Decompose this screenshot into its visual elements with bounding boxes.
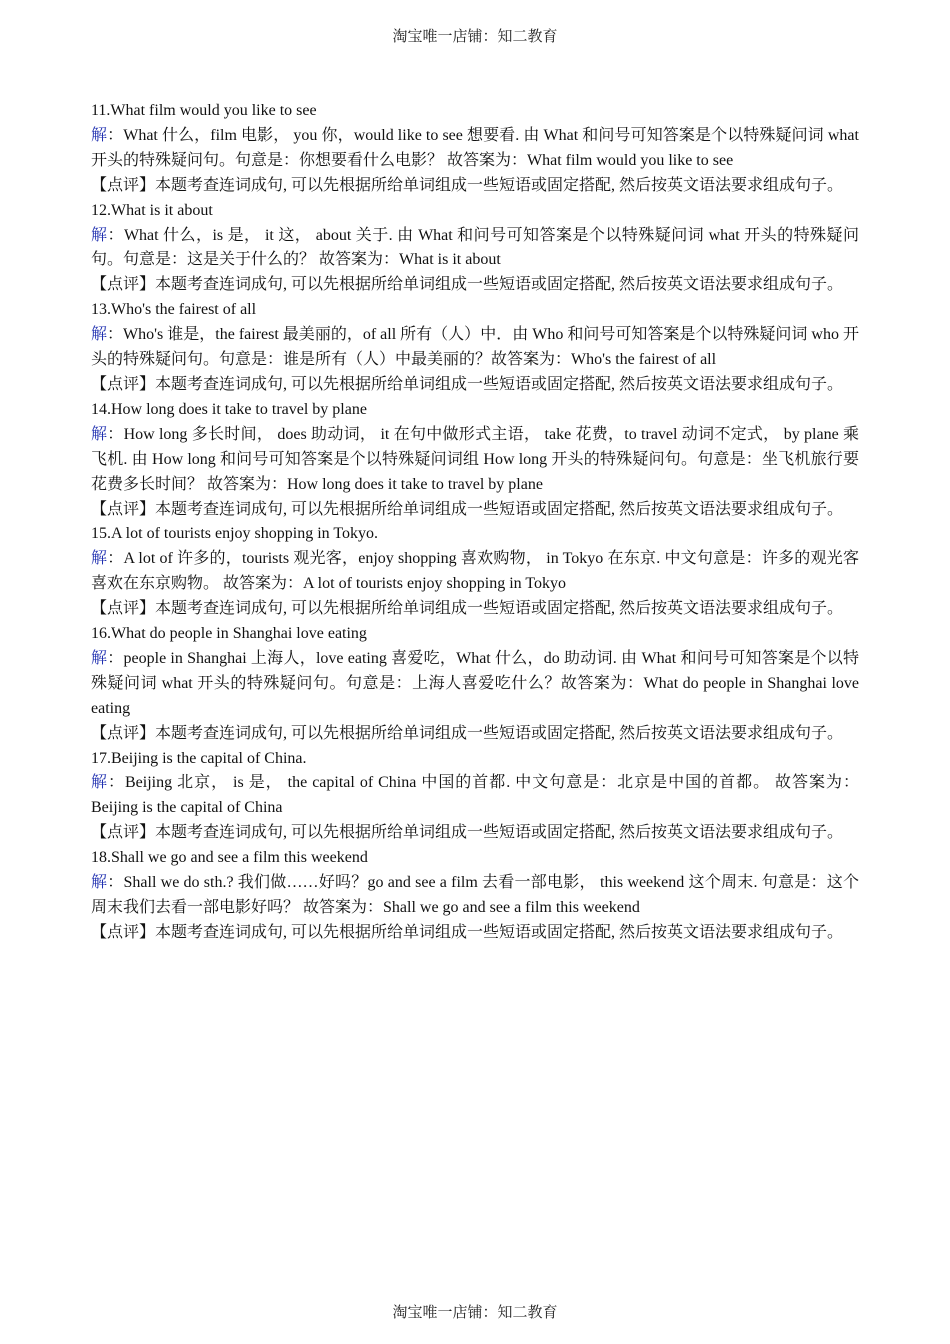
- comment-text: 【点评】本题考查连词成句, 可以先根据所给单词组成一些短语或固定搭配, 然后按英文语法要求组成句子。: [91, 923, 844, 941]
- question-block: [91, 199, 859, 299]
- comment-text: 【点评】本题考查连词成句, 可以先根据所给单词组成一些短语或固定搭配, 然后按英文语法要求组成句子。: [91, 375, 844, 393]
- question-block: [91, 522, 859, 622]
- comment-text: 【点评】本题考查连词成句, 可以先根据所给单词组成一些短语或固定搭配, 然后按英文语法要求组成句子。: [91, 600, 844, 618]
- question-text: 17.Beijing is the capital of China.: [91, 749, 307, 767]
- question-block: [91, 298, 859, 398]
- question-text: 11.What film would you like to see: [91, 102, 317, 119]
- solution-text: 解：A lot of 许多的，tourists 观光客，enjoy shopping 喜欢购物， in Tokyo 在东京. 中文句意是：许多的观光客喜欢在东京购物。 故答案为：A lot of tourists enjoy shopping in Tokyo: [91, 550, 859, 593]
- comment-text: 【点评】本题考查连词成句, 可以先根据所给单词组成一些短语或固定搭配, 然后按英文语法要求组成句子。: [91, 276, 844, 294]
- solution-text: 解：Beijing 北京， is 是， the capital of China 中国的首都. 中文句意是：北京是中国的首都。 故答案为：Beijing is the capital of China: [91, 774, 859, 817]
- question-block: [91, 622, 859, 747]
- solution-text: 解：Who's 谁是，the fairest 最美丽的，of all 所有（人）中．由 Who 和问号可知答案是个以特殊疑问词 who 开头的特殊疑问句。句意是：谁是所有（人）中最美丽的？故答案为：Who's the fairest of all: [91, 326, 859, 369]
- solution-label: 解: [91, 874, 108, 892]
- page-header: 淘宝唯一店铺：知二教育: [392, 29, 558, 45]
- solution-text: 解：What 什么，film 电影， you 你，would like to see 想要看. 由 What 和问号可知答案是个以特殊疑问词 what 开头的特殊疑问句。句意是：你想要看什么电影？ 故答案为：What film would you like to see: [91, 126, 859, 169]
- solution-text: 解：How long 多长时间， does 助动词， it 在句中做形式主语， take 花费，to travel 动词不定式， by plane 乘飞机. 由 How long 和问号可知答案是个以特殊疑问词组 How long 开头的特殊疑问句。句意是：坐飞机旅行要花费多长时间？ 故答案为：How long does it take to travel by plane: [91, 425, 859, 493]
- solution-text: 解：What 什么，is 是， it 这， about 关于. 由 What 和问号可知答案是个以特殊疑问词 what 开头的特殊疑问句。句意是：这是关于什么的？ 故答案为：What is it about: [91, 226, 859, 269]
- question-text: 13.Who's the fairest of all: [91, 301, 257, 319]
- question-text: 16.What do people in Shanghai love eating: [91, 625, 367, 643]
- question-block: [91, 846, 859, 946]
- question-text: 18.Shall we go and see a film this weekend: [91, 849, 368, 867]
- page-footer: 淘宝唯一店铺：知二教育: [392, 1305, 558, 1321]
- solution-label: 解: [91, 226, 108, 244]
- solution-label: 解: [91, 774, 108, 792]
- solution-text: 解：people in Shanghai 上海人，love eating 喜爱吃，What 什么，do 助动词. 由 What 和问号可知答案是个以特殊疑问词 what 开头的特殊疑问句。句意是：上海人喜爱吃什么？故答案为：What do people in Shanghai love eating: [91, 649, 859, 717]
- solution-label: 解: [91, 126, 108, 144]
- solution-label: 解: [91, 326, 108, 344]
- comment-text: 【点评】本题考查连词成句, 可以先根据所给单词组成一些短语或固定搭配, 然后按英文语法要求组成句子。: [91, 724, 844, 742]
- comment-text: 【点评】本题考查连词成句, 可以先根据所给单词组成一些短语或固定搭配, 然后按英文语法要求组成句子。: [91, 500, 844, 518]
- question-block: [91, 398, 859, 523]
- solution-label: 解: [91, 425, 108, 443]
- solution-label: 解: [91, 550, 108, 568]
- comment-text: 【点评】本题考查连词成句, 可以先根据所给单词组成一些短语或固定搭配, 然后按英文语法要求组成句子。: [91, 824, 844, 842]
- question-text: 14.How long does it take to travel by plane: [91, 400, 367, 418]
- question-block: [91, 747, 859, 847]
- comment-text: 【点评】本题考查连词成句, 可以先根据所给单词组成一些短语或固定搭配, 然后按英文语法要求组成句子。: [91, 176, 844, 194]
- question-text: 15.A lot of tourists enjoy shopping in Tokyo.: [91, 525, 379, 543]
- solution-text: 解：Shall we do sth.? 我们做……好吗？go and see a film 去看一部电影， this weekend 这个周末. 句意是：这个周末我们去看一部电影好吗？ 故答案为：Shall we go and see a film this weekend: [91, 874, 859, 916]
- solution-label: 解: [91, 649, 108, 667]
- question-block: [91, 99, 859, 199]
- document-body: [91, 99, 859, 946]
- question-text: 12.What is it about: [91, 201, 213, 219]
